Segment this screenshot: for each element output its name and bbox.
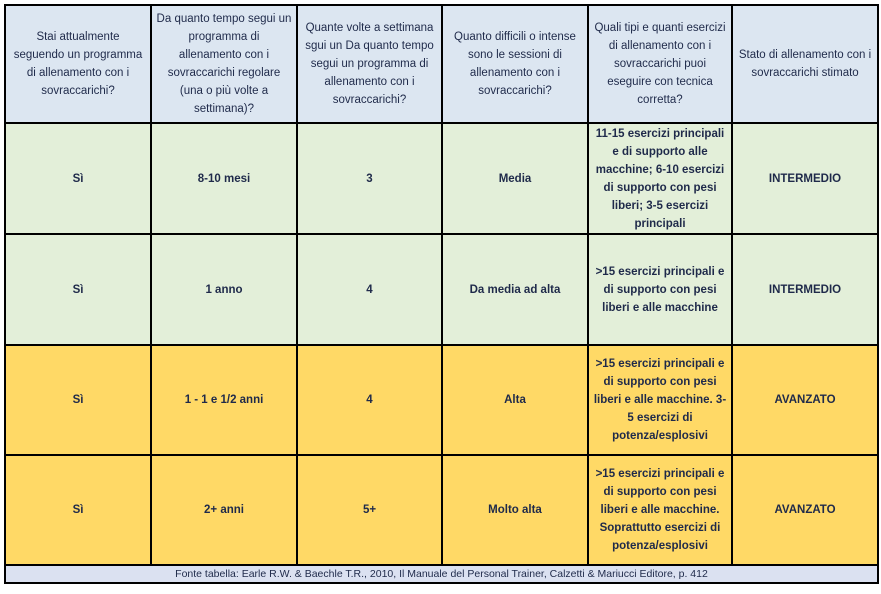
cell-duration: 2+ anni	[151, 455, 297, 565]
cell-duration: 8-10 mesi	[151, 123, 297, 234]
cell-intensity: Alta	[442, 345, 588, 455]
header-frequency: Quante volte a settimana sgui un Da quanto tempo segui un programma di allenamento con i sovraccarichi?	[297, 5, 442, 123]
training-status-table	[4, 4, 879, 584]
cell-duration: 1 anno	[151, 234, 297, 345]
cell-intensity: Media	[442, 123, 588, 234]
table-row	[5, 123, 878, 234]
header-current-program: Stai attualmente seguendo un programma di allenamento con i sovraccarichi?	[5, 5, 151, 123]
cell-frequency: 4	[297, 345, 442, 455]
header-intensity: Quanto difficili o intense sono le sessioni di allenamento con i sovraccarichi?	[442, 5, 588, 123]
cell-intensity: Da media ad alta	[442, 234, 588, 345]
header-row	[5, 5, 878, 123]
footer-row	[5, 565, 878, 583]
cell-status: AVANZATO	[732, 345, 878, 455]
header-duration: Da quanto tempo segui un programma di allenamento con i sovraccarichi regolare (una o più volte a settimana)?	[151, 5, 297, 123]
table-row	[5, 455, 878, 565]
cell-exercises: >15 esercizi principali e di supporto con pesi liberi e alle macchine. Soprattutto esercizi di potenza/esplosivi	[588, 455, 732, 565]
cell-current-program: Sì	[5, 345, 151, 455]
table-row	[5, 234, 878, 345]
cell-current-program: Sì	[5, 123, 151, 234]
cell-duration: 1 - 1 e 1/2 anni	[151, 345, 297, 455]
source-citation: Fonte tabella: Earle R.W. & Baechle T.R., 2010, Il Manuale del Personal Trainer, Calzetti & Mariucci Editore, p. 412	[5, 565, 878, 583]
cell-exercises: >15 esercizi principali e di supporto con pesi liberi e alle macchine. 3-5 esercizi di potenza/esplosivi	[588, 345, 732, 455]
cell-status: INTERMEDIO	[732, 123, 878, 234]
header-exercises: Quali tipi e quanti esercizi di allenamento con i sovraccarichi puoi eseguire con tecnica corretta?	[588, 5, 732, 123]
cell-current-program: Sì	[5, 234, 151, 345]
cell-frequency: 3	[297, 123, 442, 234]
cell-frequency: 5+	[297, 455, 442, 565]
header-status: Stato di allenamento con i sovraccarichi stimato	[732, 5, 878, 123]
table-row	[5, 345, 878, 455]
cell-frequency: 4	[297, 234, 442, 345]
cell-status: AVANZATO	[732, 455, 878, 565]
cell-intensity: Molto alta	[442, 455, 588, 565]
cell-exercises: 11-15 esercizi principali e di supporto alle macchine; 6-10 esercizi di supporto con pesi liberi; 3-5 esercizi principali	[588, 123, 732, 234]
cell-status: INTERMEDIO	[732, 234, 878, 345]
cell-current-program: Sì	[5, 455, 151, 565]
cell-exercises: >15 esercizi principali e di supporto con pesi liberi e alle macchine	[588, 234, 732, 345]
